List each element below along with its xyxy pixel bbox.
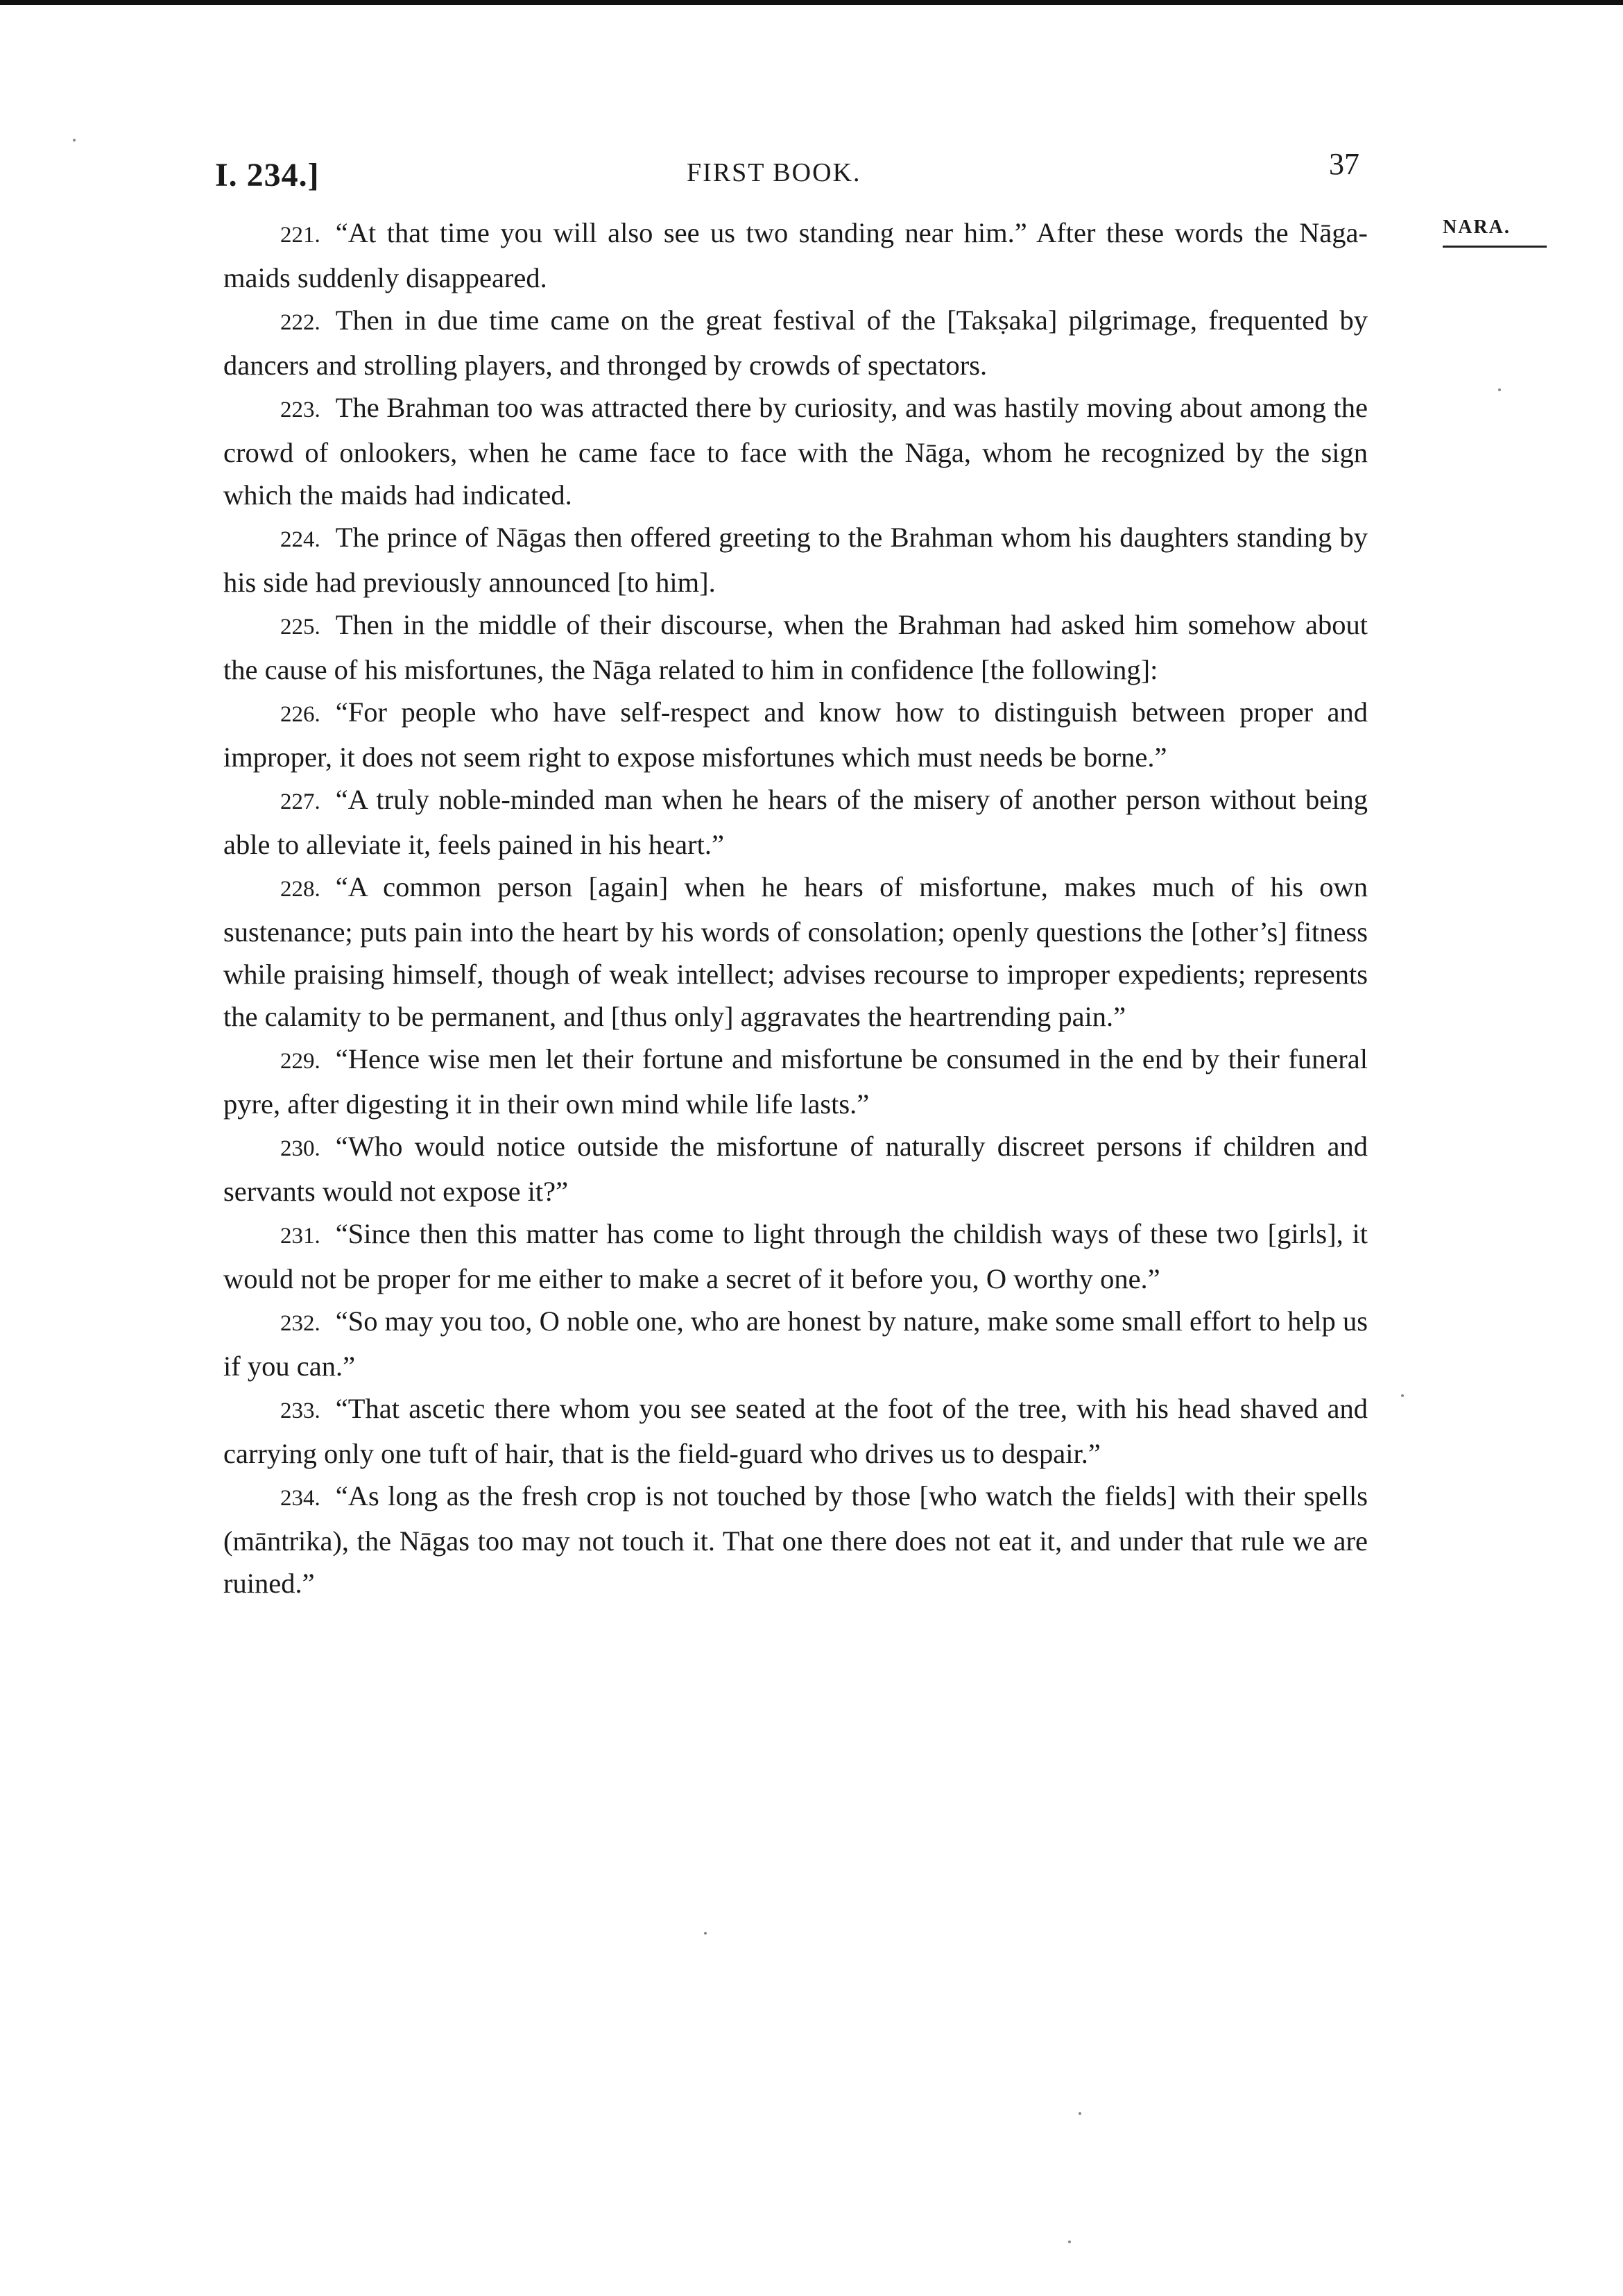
paragraph-text: Then in due time came on the great festival of the [Takṣaka] pilgrimage, frequented by dancers and strolling players, and thronged by crowds of spectators. <box>223 305 1368 381</box>
page-header <box>215 149 1359 198</box>
paragraph-text: The Brahman too was attracted there by curiosity, and was hastily moving about among the crowd of onlookers, when he came face to face with the Nāga, whom he recognized by the sign which the maids had indicated. <box>223 392 1368 511</box>
paragraph-number: 222. <box>280 310 320 335</box>
paragraph-text: “As long as the fresh crop is not touched by those [who watch the fields] with their spells (māntrika), the Nāgas too may not touch it. That one there does not eat it, and under that rule we are ruined.” <box>223 1480 1368 1599</box>
scan-speck <box>73 139 76 142</box>
paragraph-text: “Since then this matter has come to light through the childish ways of these two [girls], it would not be proper for me either to make a secret of it before you, O worthy one.” <box>223 1218 1368 1294</box>
paragraph-226 <box>223 691 1368 778</box>
paragraph-221 <box>223 212 1368 299</box>
paragraph-number: 229. <box>280 1049 320 1074</box>
page-number: 37 <box>1329 147 1359 181</box>
paragraph-222 <box>223 299 1368 386</box>
paragraph-text: “That ascetic there whom you see seated at the foot of the tree, with his head shaved and carrying only one tuft of hair, that is the field-guard who drives us to despair.” <box>223 1393 1368 1469</box>
paragraph-number: 230. <box>280 1136 320 1161</box>
running-title: FIRST BOOK. <box>687 158 861 187</box>
paragraph-234 <box>223 1475 1368 1604</box>
margin-note: NARA. <box>1443 216 1547 248</box>
running-reference: I. 234.] <box>215 157 320 194</box>
scan-speck <box>704 1932 707 1935</box>
paragraph-number: 225. <box>280 615 320 640</box>
paragraph-number: 228. <box>280 877 320 902</box>
paragraph-231 <box>223 1213 1368 1300</box>
paragraph-232 <box>223 1300 1368 1387</box>
paragraph-number: 224. <box>280 527 320 552</box>
body-text <box>223 212 1368 1604</box>
paragraph-number: 234. <box>280 1486 320 1511</box>
scan-speck <box>1079 2112 1081 2115</box>
paragraph-228 <box>223 866 1368 1038</box>
scan-speck <box>1068 2241 1071 2243</box>
paragraph-text: Then in the middle of their discourse, when the Brahman had asked him somehow about the cause of his misfortunes, the Nāga related to him in confidence [the following]: <box>223 609 1368 685</box>
paragraph-number: 221. <box>280 223 320 248</box>
scan-speck <box>1498 388 1501 391</box>
paragraph-text: “So may you too, O noble one, who are honest by nature, make some small effort to help us if you can.” <box>223 1305 1368 1382</box>
paragraph-text: “At that time you will also see us two standing near him.” After these words the Nāga-maids suddenly disappeared. <box>223 217 1368 293</box>
paragraph-text: “Hence wise men let their fortune and misfortune be consumed in the end by their funeral pyre, after digesting it in their own mind while life lasts.” <box>223 1043 1368 1120</box>
paragraph-224 <box>223 516 1368 603</box>
paragraph-number: 227. <box>280 789 320 814</box>
top-border-rule <box>0 0 1623 5</box>
paragraph-number: 231. <box>280 1224 320 1249</box>
paragraph-text: “A common person [again] when he hears of misfortune, makes much of his own sustenance; puts pain into the heart by his words of consolation; openly questions the [other’s] fitness while praising himself, though of weak intellect; advises recourse to improper expedients; represents the calamity to be permanent, and [thus only] aggravates the heartrending pain.” <box>223 871 1368 1032</box>
paragraph-227 <box>223 778 1368 866</box>
paragraph-number: 232. <box>280 1311 320 1336</box>
paragraph-text: “Who would notice outside the misfortune of naturally discreet persons if children and servants would not expose it?” <box>223 1131 1368 1207</box>
paragraph-number: 233. <box>280 1398 320 1423</box>
paragraph-225 <box>223 603 1368 691</box>
paragraph-text: “A truly noble-minded man when he hears of the misery of another person without being able to alleviate it, feels pained in his heart.” <box>223 784 1368 860</box>
paragraph-233 <box>223 1387 1368 1475</box>
paragraph-223 <box>223 386 1368 516</box>
scan-speck <box>1401 1394 1404 1397</box>
paragraph-text: “For people who have self-respect and know how to distinguish between proper and improper, it does not seem right to expose misfortunes which must needs be borne.” <box>223 696 1368 773</box>
paragraph-number: 226. <box>280 702 320 727</box>
paragraph-230 <box>223 1125 1368 1213</box>
paragraph-229 <box>223 1038 1368 1125</box>
paragraph-number: 223. <box>280 397 320 422</box>
paragraph-text: The prince of Nāgas then offered greeting to the Brahman whom his daughters standing by his side had previously announced [to him]. <box>223 522 1368 598</box>
